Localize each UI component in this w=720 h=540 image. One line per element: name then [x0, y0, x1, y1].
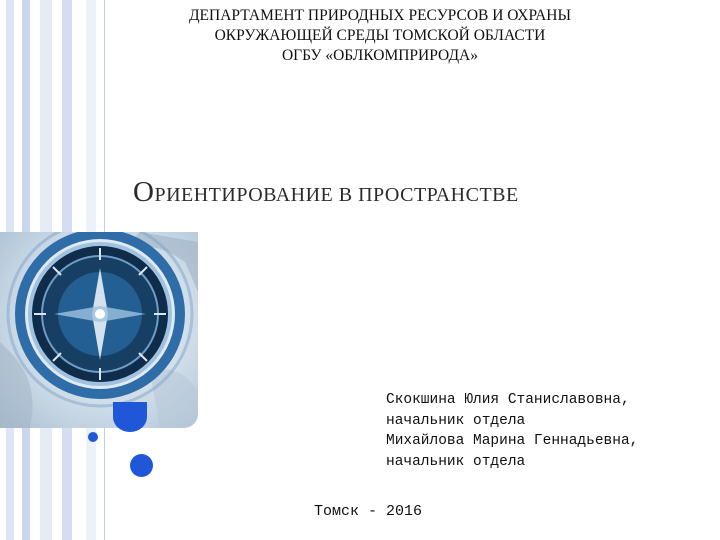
header-line-2: ОКРУЖАЮЩЕЙ СРЕДЫ ТОМСКОЙ ОБЛАСТИ [214, 27, 546, 44]
organization-header [100, 6, 660, 66]
authors-block [386, 390, 638, 472]
decorative-dot-medium [130, 454, 153, 477]
author-1-position: начальник отдела [386, 412, 526, 429]
slide-title [133, 176, 519, 209]
title-rest: РИЕНТИРОВАНИЕ В ПРОСТРАНСТВЕ [154, 184, 519, 206]
author-1-name: Скокшина Юлия Станиславовна, [386, 392, 630, 408]
compass-photo [0, 232, 198, 428]
decorative-dot-small [88, 432, 98, 442]
place-year: Томск - 2016 [314, 503, 423, 520]
header-line-1: ДЕПАРТАМЕНТ ПРИРОДНЫХ РЕСУРСОВ И ОХРАНЫ [188, 7, 572, 24]
author-2-position: начальник отдела [386, 453, 526, 470]
author-2-name: Михайлова Марина Геннадьевна, [386, 433, 639, 449]
title-first-letter: О [133, 176, 155, 208]
header-line-3: ОГБУ «ОБЛКОМПРИРОДА» [281, 47, 478, 64]
compass-icon [0, 232, 198, 428]
decorative-dot-large [113, 402, 147, 432]
